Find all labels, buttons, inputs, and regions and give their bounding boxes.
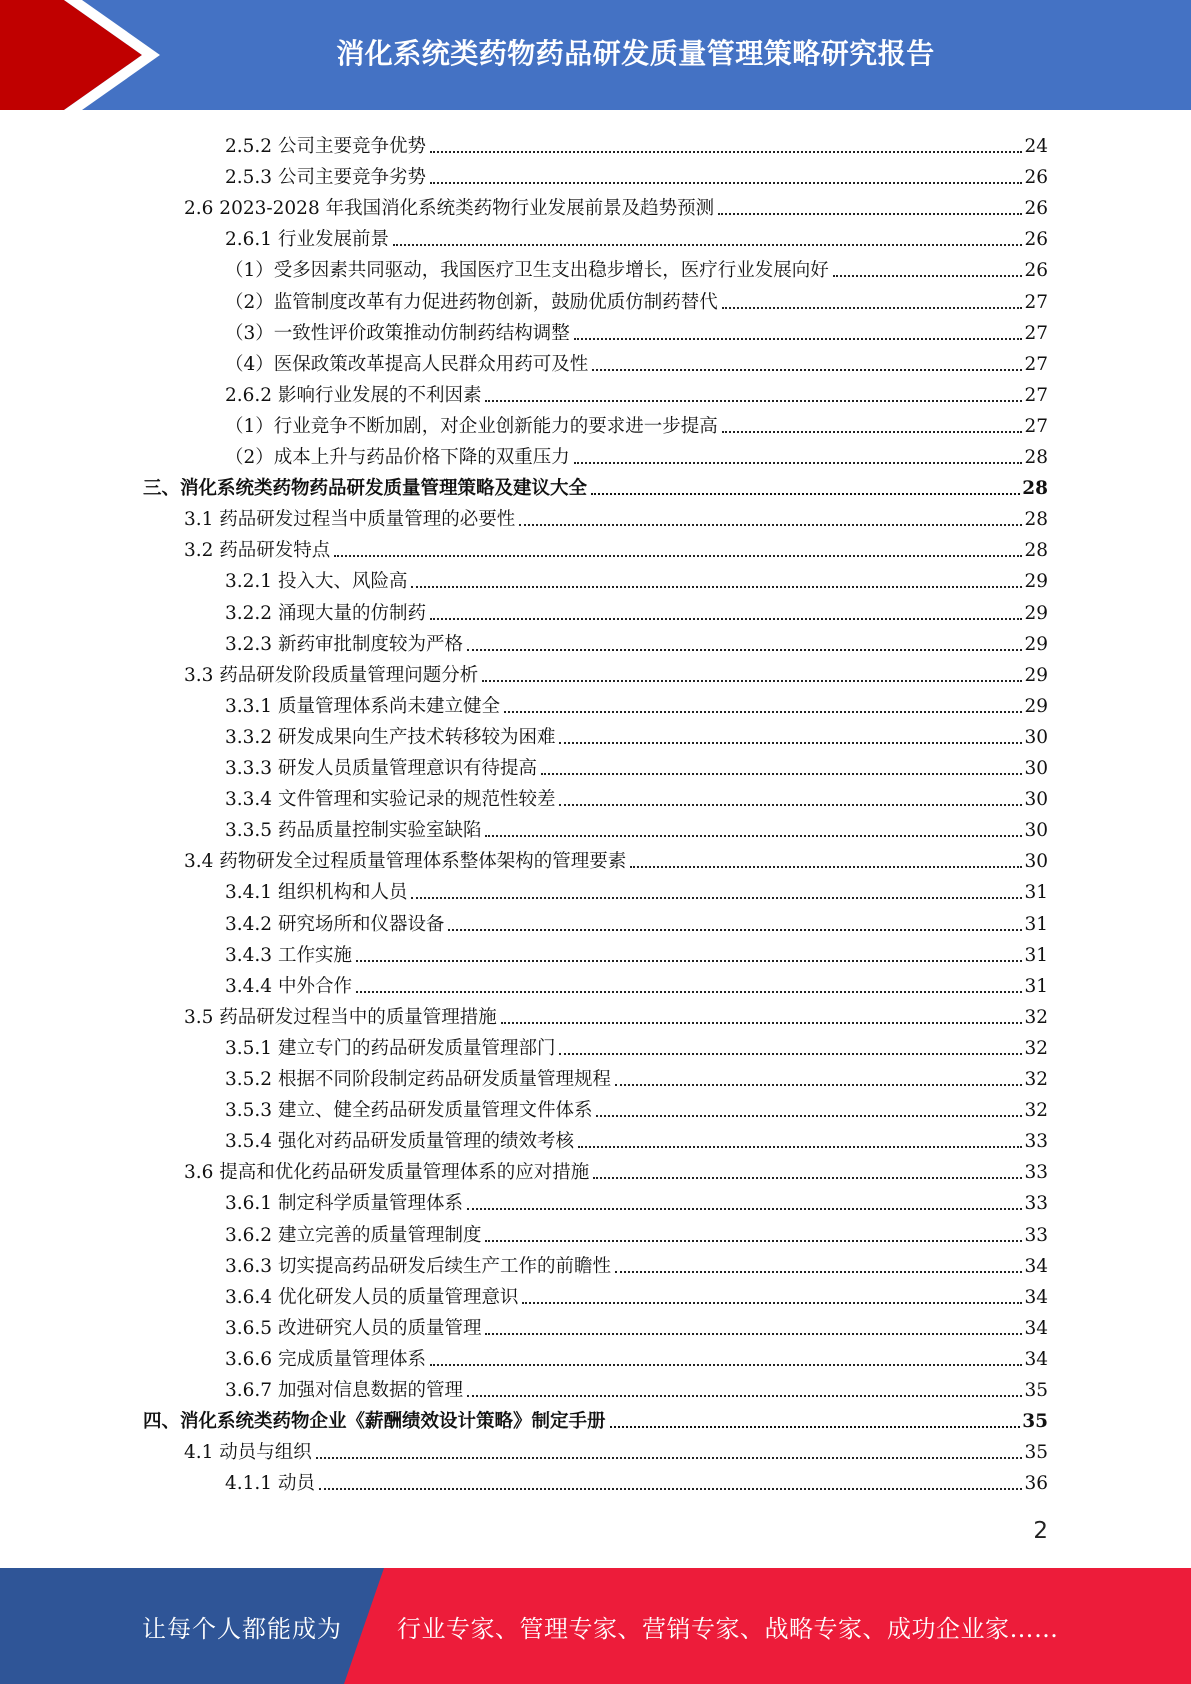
toc-entry[interactable]	[225, 1372, 1048, 1403]
toc-entry-title: 3.3.4 文件管理和实验记录的规范性较差	[225, 789, 556, 811]
toc-entry[interactable]	[225, 346, 1048, 377]
toc-dot-leader	[430, 182, 1022, 184]
toc-entry[interactable]	[184, 501, 1048, 532]
toc-entry-page-number: 30	[1024, 726, 1048, 748]
toc-dot-leader	[615, 1084, 1022, 1086]
toc-entry-page-number: 26	[1024, 198, 1048, 220]
footer-slogan-left: 让每个人都能成为	[142, 1614, 342, 1643]
toc-entry-page-number: 26	[1024, 229, 1048, 251]
toc-entry[interactable]	[225, 1185, 1048, 1216]
toc-entry-title: 3.4 药物研发全过程质量管理体系整体架构的管理要素	[184, 851, 627, 873]
toc-dot-leader	[482, 680, 1022, 682]
toc-dot-leader	[722, 307, 1023, 309]
toc-entry[interactable]	[225, 968, 1048, 999]
toc-entry-title: 3.5.1 建立专门的药品研发质量管理部门	[225, 1037, 556, 1059]
toc-entry-title: 3.5.4 强化对药品研发质量管理的绩效考核	[225, 1131, 574, 1153]
toc-entry[interactable]	[225, 1092, 1048, 1123]
toc-entry-title: 2.6.1 行业发展前景	[225, 229, 389, 251]
toc-entry-page-number: 31	[1024, 975, 1048, 997]
toc-entry-title: 2.5.2 公司主要竞争优势	[225, 136, 426, 157]
toc-dot-leader	[411, 897, 1022, 899]
page-footer	[0, 1568, 1191, 1684]
toc-entry[interactable]	[225, 284, 1048, 315]
toc-entry-title: 3.4.2 研究场所和仪器设备	[225, 913, 445, 935]
footer-slogan-right: 行业专家、管理专家、营销专家、战略专家、成功企业家……	[397, 1614, 1059, 1643]
toc-dot-leader	[541, 773, 1022, 775]
toc-entry-title: （1）受多因素共同驱动，我国医疗卫生支出稳步增长，医疗行业发展向好	[225, 260, 829, 282]
toc-entry-title: 3.4.1 组织机构和人员	[225, 882, 408, 904]
toc-dot-leader	[504, 711, 1022, 713]
toc-entry[interactable]	[184, 657, 1048, 688]
toc-entry[interactable]	[225, 906, 1048, 937]
toc-dot-leader	[615, 1271, 1022, 1273]
toc-entry[interactable]	[143, 1403, 1048, 1434]
toc-entry-page-number: 26	[1024, 260, 1048, 282]
toc-entry[interactable]	[225, 1061, 1048, 1092]
toc-entry-title: 2.6.2 影响行业发展的不利因素	[225, 384, 482, 406]
toc-entry[interactable]	[225, 874, 1048, 905]
toc-entry-title: 3.3.5 药品质量控制实验室缺陷	[225, 820, 482, 842]
toc-dot-leader	[596, 1115, 1022, 1117]
toc-entry-title: 3.3.1 质量管理体系尚未建立健全	[225, 695, 500, 717]
toc-entry-page-number: 28	[1024, 540, 1048, 562]
toc-entry-page-number: 30	[1024, 758, 1048, 779]
toc-entry-page-number: 34	[1024, 1286, 1048, 1308]
toc-entry-title: 2.5.3 公司主要竞争劣势	[225, 167, 426, 189]
toc-entry-title: 四、消化系统类药物企业《薪酬绩效设计策略》制定手册	[143, 1411, 606, 1433]
toc-entry[interactable]	[225, 1310, 1048, 1341]
toc-entry-page-number: 35	[1024, 1380, 1048, 1401]
toc-entry-page-number: 33	[1024, 1224, 1048, 1246]
toc-dot-leader	[593, 1177, 1022, 1179]
toc-entry-page-number: 29	[1024, 664, 1048, 686]
toc-entry-page-number: 35	[1024, 1442, 1048, 1464]
toc-entry-title: 3.6.2 建立完善的质量管理制度	[225, 1224, 482, 1246]
toc-entry-title: （4）医保政策改革提高人民群众用药可及性	[225, 353, 589, 375]
toc-entry-page-number: 36	[1024, 1473, 1048, 1495]
toc-entry[interactable]	[225, 1341, 1048, 1372]
toc-dot-leader	[630, 866, 1022, 868]
toc-entry[interactable]	[184, 190, 1048, 221]
toc-entry-title: 2.6 2023-2028 年我国消化系统类药物行业发展前景及趋势预测	[184, 198, 715, 220]
toc-dot-leader	[722, 431, 1023, 433]
toc-entry-title: 3.5.3 建立、健全药品研发质量管理文件体系	[225, 1100, 593, 1122]
toc-entry[interactable]	[225, 812, 1048, 843]
toc-entry-title: （3）一致性评价政策推动仿制药结构调整	[225, 322, 570, 344]
toc-entry-page-number: 31	[1024, 882, 1048, 904]
toc-entry-title: 3.3.3 研发人员质量管理意识有待提高	[225, 758, 537, 779]
toc-entry-page-number: 34	[1024, 1317, 1048, 1339]
toc-dot-leader	[334, 555, 1022, 557]
toc-dot-leader	[485, 1333, 1022, 1335]
toc-entry[interactable]	[184, 1434, 1048, 1465]
toc-entry-title: 3.6.3 切实提高药品研发后续生产工作的前瞻性	[225, 1255, 611, 1277]
toc-entry-title: 4.1 动员与组织	[184, 1442, 312, 1464]
toc-entry[interactable]	[225, 688, 1048, 719]
toc-entry[interactable]	[225, 781, 1048, 812]
toc-entry-page-number: 28	[1022, 478, 1048, 500]
toc-entry[interactable]	[225, 563, 1048, 594]
toc-entry-page-number: 29	[1024, 695, 1048, 717]
toc-entry-title: 3.6.7 加强对信息数据的管理	[225, 1380, 463, 1401]
toc-entry[interactable]	[225, 159, 1048, 190]
toc-dot-leader	[485, 835, 1022, 837]
toc-entry[interactable]	[225, 439, 1048, 470]
toc-entry-title: 3.3.2 研发成果向生产技术转移较为困难	[225, 726, 556, 748]
toc-entry[interactable]	[225, 626, 1048, 657]
toc-entry[interactable]	[225, 1248, 1048, 1279]
toc-entry-title: 3.6.6 完成质量管理体系	[225, 1348, 426, 1370]
toc-entry-page-number: 27	[1024, 353, 1048, 375]
toc-entry-page-number: 34	[1024, 1348, 1048, 1370]
toc-dot-leader	[610, 1426, 1021, 1428]
toc-dot-leader	[448, 929, 1022, 931]
toc-entry[interactable]	[225, 1279, 1048, 1310]
toc-dot-leader	[430, 1364, 1022, 1366]
toc-entry-page-number: 32	[1024, 1006, 1048, 1028]
toc-entry[interactable]	[225, 1030, 1048, 1061]
toc-entry-page-number: 32	[1024, 1037, 1048, 1059]
toc-dot-leader	[467, 1395, 1022, 1397]
toc-entry-page-number: 28	[1024, 447, 1048, 468]
toc-entry-page-number: 32	[1024, 1100, 1048, 1122]
toc-entry-title: （2）监管制度改革有力促进药物创新，鼓励优质仿制药替代	[225, 291, 718, 313]
toc-entry[interactable]	[225, 595, 1048, 626]
toc-dot-leader	[574, 462, 1023, 464]
toc-entry-page-number: 35	[1022, 1411, 1048, 1433]
toc-entry-page-number: 34	[1024, 1255, 1048, 1277]
toc-entry[interactable]	[225, 408, 1048, 439]
toc-dot-leader	[559, 804, 1022, 806]
toc-entry-title: 3.5.2 根据不同阶段制定药品研发质量管理规程	[225, 1069, 611, 1090]
toc-entry-page-number: 32	[1024, 1069, 1048, 1090]
toc-entry[interactable]	[225, 221, 1048, 252]
toc-dot-leader	[501, 1022, 1023, 1024]
toc-entry[interactable]	[225, 937, 1048, 968]
toc-entry-title: 4.1.1 动员	[225, 1473, 315, 1495]
toc-dot-leader	[718, 213, 1022, 215]
toc-dot-leader	[592, 369, 1022, 371]
toc-entry-page-number: 27	[1024, 291, 1048, 313]
toc-dot-leader	[316, 1457, 1023, 1459]
page-number: 2	[1033, 1518, 1048, 1544]
toc-dot-leader	[411, 586, 1022, 588]
toc-entry-title: 3.6.5 改进研究人员的质量管理	[225, 1317, 482, 1339]
toc-dot-leader	[393, 244, 1022, 246]
toc-entry-page-number: 29	[1024, 571, 1048, 593]
toc-entry-page-number: 27	[1024, 384, 1048, 406]
toc-entry-title: 3.6 提高和优化药品研发质量管理体系的应对措施	[184, 1162, 590, 1184]
toc-dot-leader	[519, 524, 1022, 526]
toc-entry-title: 3.3 药品研发阶段质量管理问题分析	[184, 664, 479, 686]
toc-entry[interactable]	[184, 532, 1048, 563]
toc-entry-page-number: 27	[1024, 415, 1048, 437]
toc-entry-page-number: 29	[1024, 602, 1048, 624]
toc-dot-leader	[356, 960, 1023, 962]
toc-entry-title: 3.6.1 制定科学质量管理体系	[225, 1193, 463, 1215]
toc-entry[interactable]	[225, 377, 1048, 408]
toc-entry-page-number: 30	[1024, 820, 1048, 842]
toc-entry-page-number: 27	[1024, 322, 1048, 344]
toc-entry[interactable]	[225, 1217, 1048, 1248]
toc-entry[interactable]	[225, 315, 1048, 346]
toc-dot-leader	[319, 1488, 1023, 1490]
toc-entry-title: （1）行业竞争不断加剧，对企业创新能力的要求进一步提高	[225, 415, 718, 437]
toc-dot-leader	[430, 151, 1022, 153]
toc-dot-leader	[485, 1240, 1022, 1242]
toc-entry[interactable]	[225, 750, 1048, 781]
toc-entry-page-number: 31	[1024, 944, 1048, 966]
toc-entry-title: 3.4.4 中外合作	[225, 975, 352, 997]
toc-entry-title: 3.2 药品研发特点	[184, 540, 331, 562]
toc-entry-page-number: 24	[1024, 136, 1048, 157]
toc-dot-leader	[591, 493, 1020, 495]
toc-dot-leader	[467, 1208, 1022, 1210]
toc-dot-leader	[574, 338, 1023, 340]
toc-entry[interactable]	[184, 999, 1048, 1030]
toc-dot-leader	[356, 991, 1023, 993]
toc-entry[interactable]	[225, 1465, 1048, 1496]
toc-entry-page-number: 30	[1024, 851, 1048, 873]
toc-entry[interactable]	[225, 252, 1048, 283]
toc-entry-title: 3.4.3 工作实施	[225, 944, 352, 966]
toc-dot-leader	[485, 400, 1022, 402]
toc-dot-leader	[430, 618, 1022, 620]
toc-entry[interactable]	[225, 1123, 1048, 1154]
document-title: 消化系统类药物药品研发质量管理策略研究报告	[336, 37, 935, 70]
toc-entry-title: （2）成本上升与药品价格下降的双重压力	[225, 447, 570, 468]
toc-entry-title: 3.5 药品研发过程当中的质量管理措施	[184, 1006, 497, 1028]
toc-dot-leader	[522, 1302, 1022, 1304]
toc-entry[interactable]	[184, 1154, 1048, 1185]
toc-entry-page-number: 26	[1024, 167, 1048, 189]
toc-dot-leader	[467, 649, 1022, 651]
toc-dot-leader	[559, 742, 1022, 744]
toc-entry-title: 3.2.1 投入大、风险高	[225, 571, 408, 593]
toc-entry-title: 3.1 药品研发过程当中质量管理的必要性	[184, 509, 516, 531]
toc-entry-page-number: 30	[1024, 789, 1048, 811]
toc-entry-page-number: 33	[1024, 1193, 1048, 1215]
toc-entry-title: 3.2.3 新药审批制度较为严格	[225, 633, 463, 655]
toc-entry-page-number: 33	[1024, 1131, 1048, 1153]
toc-entry[interactable]	[225, 128, 1048, 159]
toc-entry-title: 3.6.4 优化研发人员的质量管理意识	[225, 1286, 519, 1308]
toc-entry-page-number: 31	[1024, 913, 1048, 935]
toc-entry[interactable]	[225, 719, 1048, 750]
page-header	[0, 0, 1191, 110]
toc-entry-page-number: 33	[1024, 1162, 1048, 1184]
toc-entry[interactable]	[184, 843, 1048, 874]
toc-entry-page-number: 29	[1024, 633, 1048, 655]
toc-dot-leader	[833, 275, 1023, 277]
toc-dot-leader	[578, 1146, 1022, 1148]
toc-entry-page-number: 28	[1024, 509, 1048, 531]
toc-entry[interactable]	[143, 470, 1048, 501]
toc-entry-title: 三、消化系统类药物药品研发质量管理策略及建议大全	[143, 478, 588, 500]
toc-entry-title: 3.2.2 涌现大量的仿制药	[225, 602, 426, 624]
toc-dot-leader	[559, 1053, 1022, 1055]
